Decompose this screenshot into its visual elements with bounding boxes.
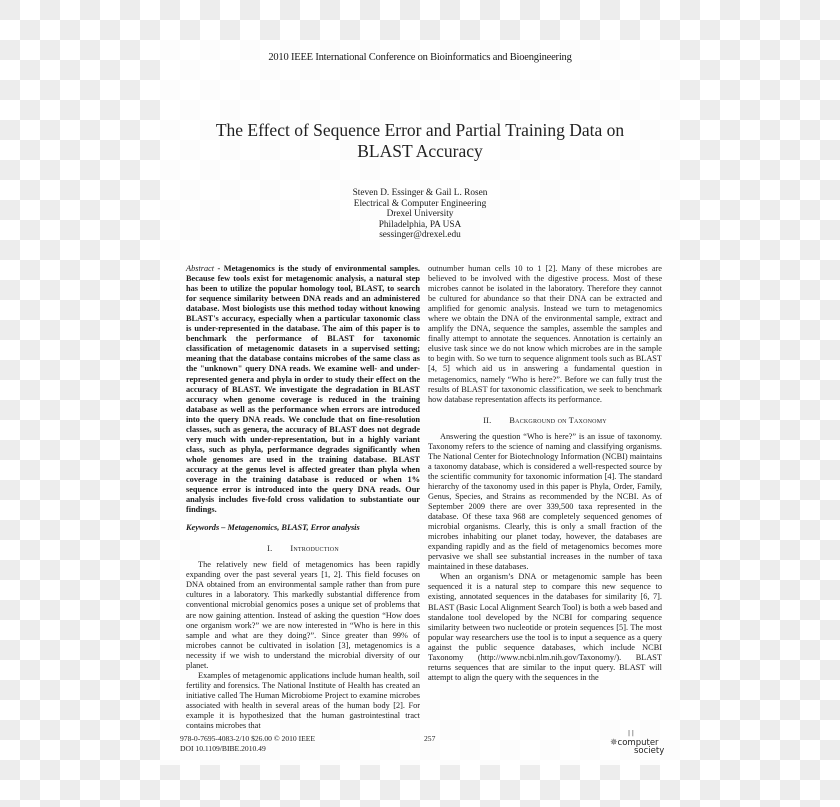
section-heading-background: [428, 416, 662, 426]
logo-ticks: | |: [628, 730, 634, 737]
title-line-1: The Effect of Sequence Error and Partial Training Data on: [215, 120, 625, 140]
section-heading-introduction: [186, 544, 420, 554]
logo-text-computer: computer: [617, 738, 659, 748]
author-names: Steven D. Essinger & Gail L. Rosen: [352, 188, 488, 198]
abstract-text: - Metagenomics is the study of environmental samples. Because few tools exist for metagenomic analysis, a natural step has been to utilize the popular homology tool, BLAST, to search for sequence similarity between DNA reads and an administered database. Most biologists use this method today without knowing BLAST's accuracy, especially when a particular taxonomic class is under-represented in the database. The aim of this paper is to benchmark the performance of BLAST for taxonomic classification of metagenomic datasets in a supervised setting; meaning that the database contains microbes of the same class as the "unknown" query DNA reads. We examine well- and under-represented genera and phyla in order to study their effect on the accuracy of BLAST. We investigate the degradation in BLAST accuracy when genome coverage is reduced in the training database as well as the performance when errors are introduced into the query DNA reads. We conclude that on fine-resolution classes, such as genera, the accuracy of BLAST does not degrade very much with under-representation, but in a highly variant class, such as phyla, performance degrades significantly when whole genomes are used in the training database. BLAST accuracy at the genus level is affected greater than phyla when coverage in the training database is reduced or when 1% sequence error is introduced into the query DNA reads. Our analysis includes five-fold cross validation to substantiate our findings.: [186, 264, 420, 515]
paragraph: The relatively new field of metagenomics has been rapidly expanding over the past several years [1, 2]. This field focuses on DNA obtained from an environmental sample rather than from pure cultures in a laboratory. This markedly substantial difference from conventional microbial genomics poses a unique set of problems that are now gaining attention. Instead of asking the question “How does one organism work?” we are now interested in “Who is here in this sample and what are they doing?”. Since greater than 99% of microbes cannot be cultivated in isolation [3], metagenomics is a necessity if we wish to understand the microbial diversity of our planet.: [186, 560, 420, 670]
author-university: Drexel University: [386, 209, 454, 220]
keywords: Keywords – Metagenomics, BLAST, Error analysis: [186, 523, 360, 533]
abstract: [186, 264, 420, 515]
section-title: Background on Taxonomy: [509, 415, 607, 425]
author-email[interactable]: sessinger@drexel.edu: [379, 230, 461, 241]
section-number: II.: [483, 415, 492, 425]
paragraph: Examples of metagenomic applications include human health, soil fertility and forensics. The National Institute of Health has created an initiative called The Human Microbiome Project to examine microbes associated with health in several areas of the human body [2]. For example it is hypothesized that the human gastrointestinal tract contains microbes that: [186, 670, 420, 731]
paragraph: Answering the question “Who is here?” is an issue of taxonomy. Taxonomy refers to the science of naming and classifying organisms. The National Center for Biotechnology Information (NCBI) maintains a taxonomy database, which is considered a well-respected source by the scientific community for taxonomic information [4]. The standard hierarchy of the taxonomy used in this paper is Phyla, Order, Family, Genus, Species, and Strains as recommended by the NCBI. As of September 2009 there are over 339,500 taxa represented in the database. Of these taxa 968 are completely sequenced genomes of microbial organisms. Clearly, this is only a small fraction of the microbes inhabiting our planet today, however, the databases are expanding rapidly and as the field of metagenomics becomes more pervasive we shall see substantial increases in the number of taxa maintained in these databases.: [428, 431, 662, 572]
paper-page: [160, 40, 680, 765]
computer-society-logo: [610, 730, 670, 756]
author-department: Electrical & Computer Engineering: [353, 198, 487, 209]
right-column: [428, 264, 662, 683]
page-number: 257: [424, 734, 436, 743]
footer-copyright: [180, 734, 315, 754]
author-location: Philadelphia, PA USA: [378, 219, 462, 230]
section-title: Introduction: [290, 544, 339, 554]
author-block: [160, 188, 680, 241]
title-line-2: BLAST Accuracy: [357, 141, 483, 161]
isbn-text: 978-0-7695-4083-2/10 $26.00 © 2010 IEEE: [180, 734, 316, 743]
computer-society-icon: ✵: [610, 738, 618, 748]
logo-text-society: society: [634, 746, 665, 756]
abstract-label: Abstract: [186, 264, 215, 273]
section-number: I.: [267, 544, 273, 554]
doi-text: DOI 10.1109/BIBE.2010.49: [180, 744, 266, 753]
paper-title: [160, 120, 680, 162]
paragraph-continuation: outnumber human cells 10 to 1 [2]. Many of these microbes are believed to be involved with the digestive process. Most of these microbes cannot be isolated in the laboratory. Therefore they cannot be cultured for abundance so that their DNA can be extracted and amplified for genomic analysis. Instead we turn to metagenomics where we obtain the DNA of the environmental sample, extract and amplify the DNA, sequence the samples, assemble the samples and finally attempt to annotate the sequences. Annotation is certainly an elusive task since we do not know which microbes are in the sample to begin with. So we turn to sequence alignment tools such as BLAST [4, 5] which aid us in answering a fundamental question in metagenomics, namely “Who is here?”. Before we can fully trust the results of BLAST for taxonomic classification, we seek to benchmark how database representation affects its performance.: [428, 264, 662, 404]
paragraph: When an organism’s DNA or metagenomic sample has been sequenced it is a natural step to compare this new sequence to existing, annotated sequences in the databases for similarity [6, 7]. BLAST (Basic Local Alignment Search Tool) is both a web based and standalone tool developed by the NCBI for comparing sequence similarity between two nucleotide or protein sequences [5]. The most popular way researchers use the tool is to input a sequence as a query against the public sequence databases, which include NCBI Taxonomy (http://www.ncbi.nlm.nih.gov/Taxonomy/). BLAST returns sequences that are similar to the input query. BLAST will attempt to align the query with the sequences in the: [428, 572, 662, 682]
left-column: [186, 264, 420, 731]
conference-header: 2010 IEEE International Conference on Bioinformatics and Bioengineering: [268, 52, 572, 63]
